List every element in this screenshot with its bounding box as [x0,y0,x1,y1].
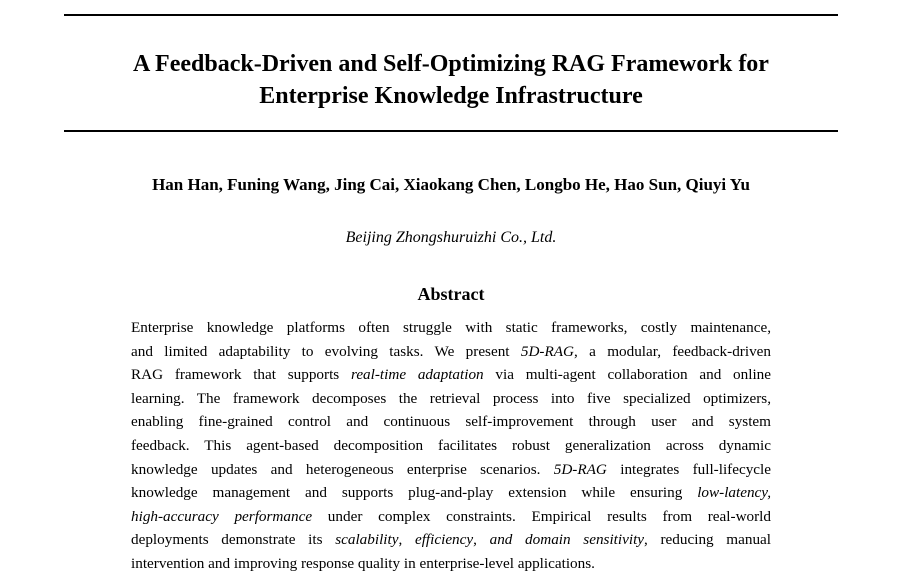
abstract-text: under complex constraints. Empirical results from real-world [312,507,771,525]
abstract-text: , [473,531,490,549]
abstract-text: knowledge management and supports plug-and-play extension while ensuring [131,484,698,502]
abstract-text: deployments demonstrate its [131,531,336,549]
abstract-text: knowledge updates and heterogeneous enterprise scenarios. [131,460,554,478]
abstract-emphasis: real-time adaptation [350,366,484,384]
abstract-text: Enterprise knowledge platforms often struggle with static frameworks, costly maintenance, [131,319,771,336]
abstract-line [131,505,771,529]
bottom-rule [64,130,838,132]
abstract-emphasis: 5D-RAG [553,460,607,478]
paper-title [64,48,838,112]
abstract-line [131,410,771,434]
abstract-text: RAG framework that supports [131,366,351,384]
abstract-text: enabling fine-grained control and continuous self-improvement through user and system [131,413,771,431]
paper-title-line-1: A Feedback-Driven and Self-Optimizing RAG Framework for [133,51,769,77]
abstract-line [131,316,771,340]
abstract-emphasis: 5D-RAG [520,342,575,360]
abstract-line [131,481,771,505]
abstract-line [131,458,771,482]
abstract-text: feedback. This agent-based decomposition facilitates robust generalization across dynamic [131,436,771,454]
abstract-line [131,528,771,552]
abstract-text: integrates full-lifecycle [606,460,771,478]
abstract-emphasis: and domain sensitivity [489,531,645,549]
abstract-text: , reducing manual [644,531,772,549]
abstract-line [131,340,771,364]
author-list: Han Han, Funing Wang, Jing Cai, Xiaokang Chen, Longbo He, Hao Sun, Qiuyi Yu [152,175,750,194]
abstract-line [131,552,771,576]
paper-title-line-2: Enterprise Knowledge Infrastructure [259,83,643,109]
abstract-text: intervention and improving response quality in enterprise-level applications. [131,554,595,572]
abstract-text: , [398,531,415,549]
abstract-text: , a modular, feedback-driven [574,342,771,360]
abstract-text: via multi-agent collaboration and online [483,366,772,384]
abstract-text: and limited adaptability to evolving tasks. We present [131,342,521,360]
abstract-heading: Abstract [417,284,485,304]
abstract-emphasis: low-latency, [697,484,771,502]
abstract-emphasis: efficiency [414,531,474,549]
affiliation: Beijing Zhongshuruizhi Co., Ltd. [345,229,557,246]
abstract-line [131,434,771,458]
abstract-emphasis: high-accuracy performance [131,507,313,525]
abstract-line [131,387,771,411]
abstract-body [131,316,771,576]
abstract-line [131,363,771,387]
abstract-text: learning. The framework decomposes the retrieval process into five specialized optimizers, [131,389,771,407]
top-rule [64,14,838,16]
abstract-emphasis: scalability [335,531,399,549]
